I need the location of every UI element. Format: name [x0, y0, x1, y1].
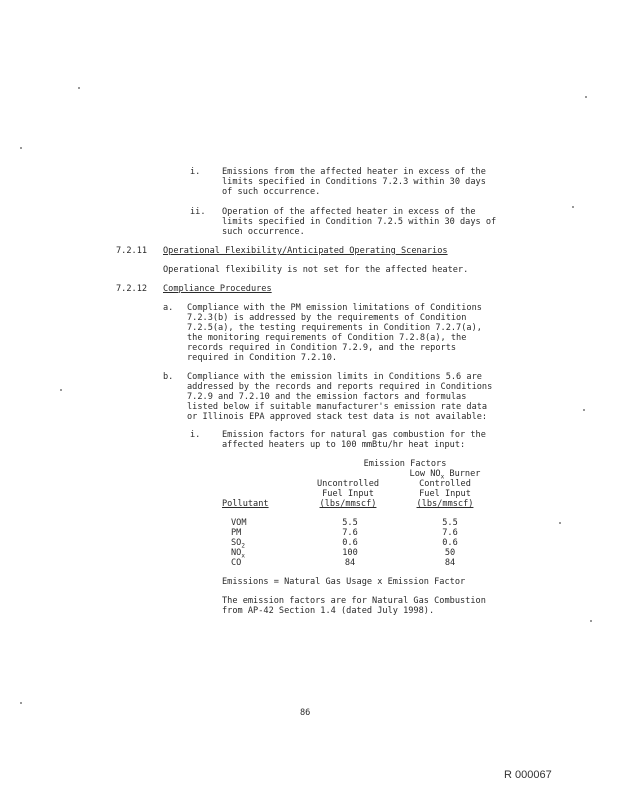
item-i-line-2: limits specified in Conditions 7.2.3 within 30 days: [222, 177, 486, 187]
item-a-line-6: required in Condition 7.2.10.: [187, 353, 338, 363]
emission-formula: Emissions = Natural Gas Usage x Emission Factor: [222, 577, 466, 587]
section-heading-7-2-12: Compliance Procedures: [163, 284, 272, 294]
page-number: 86: [300, 708, 311, 718]
table-row-controlled: 5.5: [442, 518, 458, 528]
item-i-line-1: Emissions from the affected heater in excess of the: [222, 167, 486, 177]
item-b-i-line-1: Emission factors for natural gas combustion for the: [222, 430, 486, 440]
table-row-pollutant: $SO_2$: [231, 538, 245, 550]
scan-speck: [20, 702, 22, 704]
item-b-i-marker: i.: [190, 430, 201, 440]
item-b-i-line-2: affected heaters up to 100 mmBtu/hr heat input:: [222, 440, 466, 450]
item-a-line-1: Compliance with the PM emission limitations of Conditions: [187, 303, 482, 313]
table-row-uncontrolled: 5.5: [342, 518, 358, 528]
table-group-header: Emission Factors: [363, 459, 447, 469]
col2-header-line-4: (lbs/mmscf): [319, 499, 377, 509]
table-row-uncontrolled: 0.6: [342, 538, 358, 548]
item-b-line-2: addressed by the records and reports required in Conditions: [187, 382, 493, 392]
item-a-line-3: 7.2.5(a), the testing requirements in Condition 7.2.7(a),: [187, 323, 482, 333]
scan-speck: [585, 96, 587, 98]
col2-header-line-2: Uncontrolled: [316, 479, 380, 489]
col2-header-line-3: Fuel Input: [322, 489, 374, 499]
table-row-controlled: 7.6: [442, 528, 458, 538]
section-number-7-2-12: 7.2.12: [116, 284, 148, 294]
table-row-uncontrolled: 7.6: [342, 528, 358, 538]
item-b-line-5: or Illinois EPA approved stack test data is not available:: [187, 412, 488, 422]
section-number-7-2-11: 7.2.11: [116, 246, 148, 256]
table-row-uncontrolled: 84: [344, 558, 356, 568]
item-a-line-4: the monitoring requirements of Condition 7.2.8(a), the: [187, 333, 467, 343]
scan-speck: [78, 87, 80, 89]
item-ii-line-2: limits specified in Condition 7.2.5 within 30 days of: [222, 217, 497, 227]
item-ii-line-1: Operation of the affected heater in excess of the: [222, 207, 476, 217]
item-b-line-4: listed below if suitable manufacturer's emission rate data: [187, 402, 488, 412]
item-b-marker: b.: [163, 372, 174, 382]
scan-speck: [583, 409, 585, 411]
table-row-pollutant: CO: [231, 558, 242, 568]
item-ii-marker: ii.: [190, 207, 206, 217]
item-a-marker: a.: [163, 303, 174, 313]
scan-speck: [572, 206, 574, 208]
bates-number: R 000067: [504, 769, 552, 781]
table-row-pollutant: PM: [231, 528, 242, 538]
col3-header-line-4: (lbs/mmscf): [416, 499, 474, 509]
scan-speck: [559, 522, 561, 524]
table-row-pollutant: $NO_x$: [231, 548, 245, 560]
factor-note-line-1: The emission factors are for Natural Gas Combustion: [222, 596, 486, 606]
item-i-line-3: of such occurrence.: [222, 187, 321, 197]
scan-speck: [590, 620, 592, 622]
section-body-7-2-11: Operational flexibility is not set for the affected heater.: [163, 265, 469, 275]
table-row-pollutant: VOM: [231, 518, 247, 528]
item-i-marker: i.: [190, 167, 201, 177]
table-row-controlled: 50: [444, 548, 456, 558]
item-a-line-2: 7.2.3(b) is addressed by the requirements of Condition: [187, 313, 467, 323]
table-row-controlled: 84: [444, 558, 456, 568]
item-ii-line-3: such occurrence.: [222, 227, 305, 237]
item-a-line-5: records required in Condition 7.2.9, and the reports: [187, 343, 457, 353]
table-row-controlled: 0.6: [442, 538, 458, 548]
col3-header-line-3: Fuel Input: [419, 489, 471, 499]
table-row-uncontrolled: 100: [342, 548, 358, 558]
pollutant-header: Pollutant: [222, 499, 269, 509]
scan-speck: [60, 389, 62, 391]
col3-header-line-1: Low $NO_x$ Burner: [409, 469, 481, 481]
scan-speck: [20, 147, 22, 149]
section-heading-7-2-11: Operational Flexibility/Anticipated Operating Scenarios: [163, 246, 448, 256]
item-b-line-1: Compliance with the emission limits in Conditions 5.6 are: [187, 372, 482, 382]
item-b-line-3: 7.2.9 and 7.2.10 and the emission factors and formulas: [187, 392, 467, 402]
factor-note-line-2: from AP-42 Section 1.4 (dated July 1998).: [222, 606, 435, 616]
col3-header-line-2: Controlled: [419, 479, 471, 489]
